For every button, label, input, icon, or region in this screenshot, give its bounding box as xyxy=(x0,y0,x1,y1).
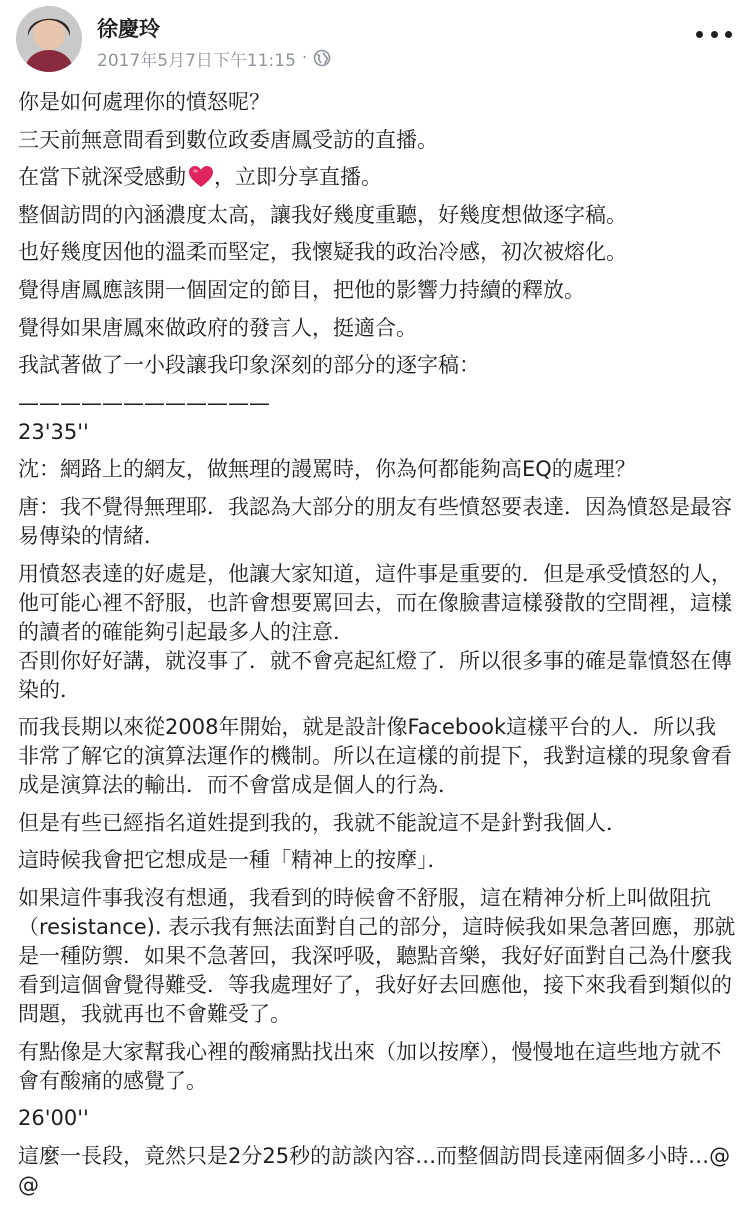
post-paragraph: 三天前無意間看到數位政委唐鳳受訪的直播。 xyxy=(18,127,438,152)
post-paragraph: 覺得唐鳳應該開一個固定的節目，把他的影響力持續的釋放。 xyxy=(18,277,585,302)
post-paragraph: 而我長期以來從2008年開始，就是設計像Facebook這樣平台的人．所以我非常了解它的演算法運作的機制。所以在這樣的前提下，我對這樣的現象會看成是演算法的輸出．而不會當成是個人的行為． xyxy=(18,715,732,798)
post-paragraph: 如果這件事我沒有想通，我看到的時候會不舒服，這在精神分析上叫做阻抗（resistance). 表示我有無法面對自己的部分，這時候我如果急著回應，那就是一種防禦．如果不急著回，我深呼吸，聽點音樂，我好好面對自己為什麼我看到這個會覺得難受．等我處理好了，我好好去回應他，接下來我看到類似的問題，我就再也不會難受了。 xyxy=(18,885,736,1026)
avatar-photo xyxy=(16,6,82,72)
post-paragraph: 但是有些已經指名道姓提到我的，我就不能說這不是針對我個人． xyxy=(18,810,627,835)
timecode: 26'00'' xyxy=(18,1106,89,1131)
divider-line: ———————————— xyxy=(18,390,270,415)
more-options-icon xyxy=(696,31,703,38)
meta-separator: · xyxy=(301,48,308,68)
author-name[interactable]: 徐慶玲 xyxy=(97,17,160,41)
post-paragraph: 你是如何處理你的憤怒呢？ xyxy=(18,90,270,114)
paragraph-text: ，立即分享直播。 xyxy=(214,165,382,190)
post-paragraph: 覺得如果唐鳳來做政府的發言人，挺適合。 xyxy=(18,315,417,340)
post-paragraph: 唐：我不覺得無理耶．我認為大部分的朋友有些憤怒要表達．因為憤怒是最容易傳染的情緒． xyxy=(18,494,732,548)
post-paragraph: 這麼一長段，竟然只是2分25秒的訪談內容…而整個訪問長達兩個多小時…@@ xyxy=(18,1143,731,1197)
post-paragraph: 整個訪問的內涵濃度太高，讓我好幾度重聽，好幾度想做逐字稿。 xyxy=(18,202,627,227)
post-header xyxy=(0,0,750,82)
post-paragraph: 沈：網路上的網友，做無理的謾罵時，你為何都能夠高EQ的處理？ xyxy=(18,457,636,482)
post-paragraph: 也好幾度因他的溫柔而堅定，我懷疑我的政治冷感，初次被熔化。 xyxy=(18,240,627,265)
more-options-icon xyxy=(725,31,732,38)
post-meta xyxy=(97,46,331,70)
red-heart-emoji-icon xyxy=(188,165,214,188)
more-options-button[interactable] xyxy=(696,22,732,46)
post-paragraph: 我試著做了一小段讓我印象深刻的部分的逐字稿： xyxy=(18,353,480,378)
timecode: 23'35'' xyxy=(18,419,89,444)
post-paragraph: 有點像是大家幫我心裡的酸痛點找出來（加以按摩），慢慢地在這些地方就不會有酸痛的感覺了。 xyxy=(18,1039,722,1093)
post-paragraph: 否則你好好講，就沒事了．就不會亮起紅燈了．所以很多事的確是靠憤怒在傳染的． xyxy=(18,648,732,702)
author-avatar[interactable] xyxy=(16,6,82,72)
post-paragraph xyxy=(18,163,736,192)
post-paragraph: 這時候我會把它想成是一種「精神上的按摩」． xyxy=(18,848,449,873)
paragraph-text: 在當下就深受感動 xyxy=(18,165,186,190)
post-timestamp[interactable]: 2017年5月7日下午11:15 xyxy=(97,50,296,71)
post-paragraph: 用憤怒表達的好處是，他讓大家知道，這件事是重要的．但是承受憤怒的人，他可能心裡不舒服，也許會想要罵回去，而在像臉書這樣發散的空間裡，這樣的讀者的確能夠引起最多人的注意． xyxy=(18,561,732,644)
more-options-icon xyxy=(711,31,718,38)
post-text xyxy=(18,88,736,1208)
public-globe-icon[interactable] xyxy=(313,49,331,67)
